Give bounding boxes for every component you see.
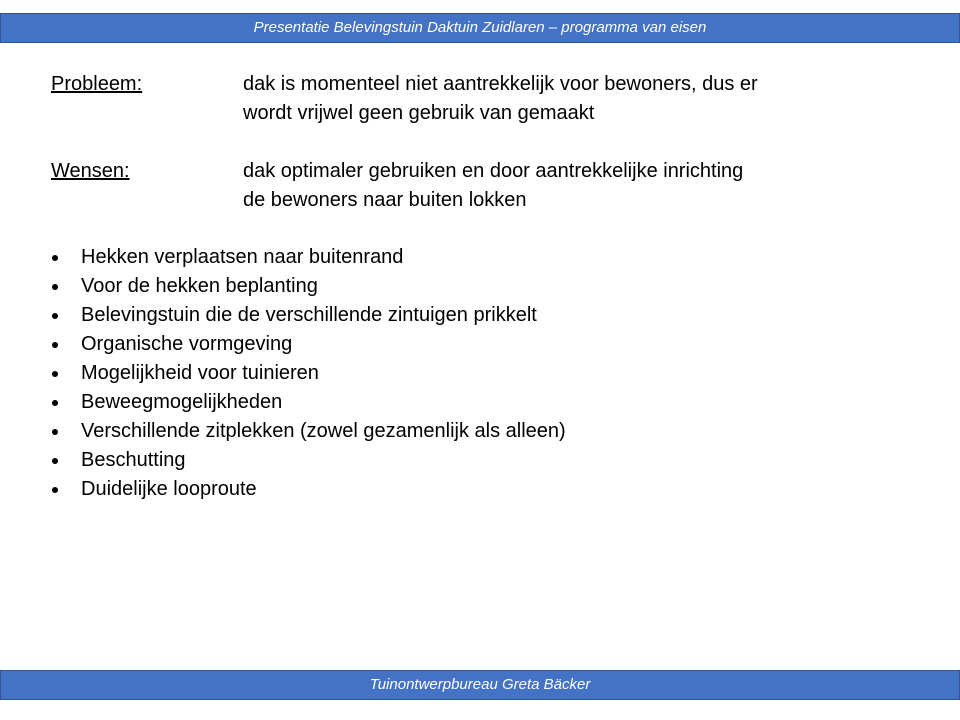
list-item [51, 359, 566, 388]
list-item [51, 243, 566, 272]
bullet-icon [52, 284, 58, 290]
list-item-text: Mogelijkheid voor tuinieren [81, 362, 319, 384]
list-item [51, 388, 566, 417]
bullet-icon [52, 342, 58, 348]
wensen-line: dak optimaler gebruiken en door aantrekkelijke inrichting [243, 160, 744, 182]
wensen-line: de bewoners naar buiten lokken [243, 189, 527, 211]
probleem-line: dak is momenteel niet aantrekkelijk voor bewoners, dus er [243, 73, 758, 95]
wensen-label: Wensen: [51, 160, 130, 182]
list-item-text: Duidelijke looproute [81, 478, 257, 500]
header-banner [0, 13, 960, 43]
list-item [51, 301, 566, 330]
bullet-icon [52, 255, 58, 261]
list-item-text: Beweegmogelijkheden [81, 391, 283, 413]
bullet-icon [52, 400, 58, 406]
list-item-text: Hekken verplaatsen naar buitenrand [81, 246, 404, 268]
bullet-icon [52, 458, 58, 464]
list-item-text: Belevingstuin die de verschillende zintuigen prikkelt [81, 304, 537, 326]
probleem-text [243, 70, 863, 128]
slide-title: Presentatie Belevingstuin Daktuin Zuidlaren – programma van eisen [253, 19, 707, 36]
footer-banner [0, 670, 960, 700]
wensen-text [243, 157, 863, 215]
probleem-label: Probleem: [51, 73, 143, 95]
bullet-icon [52, 313, 58, 319]
list-item-text: Voor de hekken beplanting [81, 275, 318, 297]
probleem-line: wordt vrijwel geen gebruik van gemaakt [243, 102, 595, 124]
bullet-icon [52, 487, 58, 493]
list-item-text: Organische vormgeving [81, 333, 293, 355]
footer-text: Tuinontwerpbureau Greta Bäcker [369, 676, 591, 693]
list-item [51, 330, 566, 359]
list-item [51, 475, 566, 504]
bullet-icon [52, 429, 58, 435]
list-item-text: Beschutting [81, 449, 186, 471]
list-item [51, 446, 566, 475]
bullet-icon [52, 371, 58, 377]
list-item-text: Verschillende zitplekken (zowel gezamenlijk als alleen) [81, 420, 566, 442]
list-item [51, 272, 566, 301]
list-item [51, 417, 566, 446]
requirements-list [51, 243, 566, 504]
